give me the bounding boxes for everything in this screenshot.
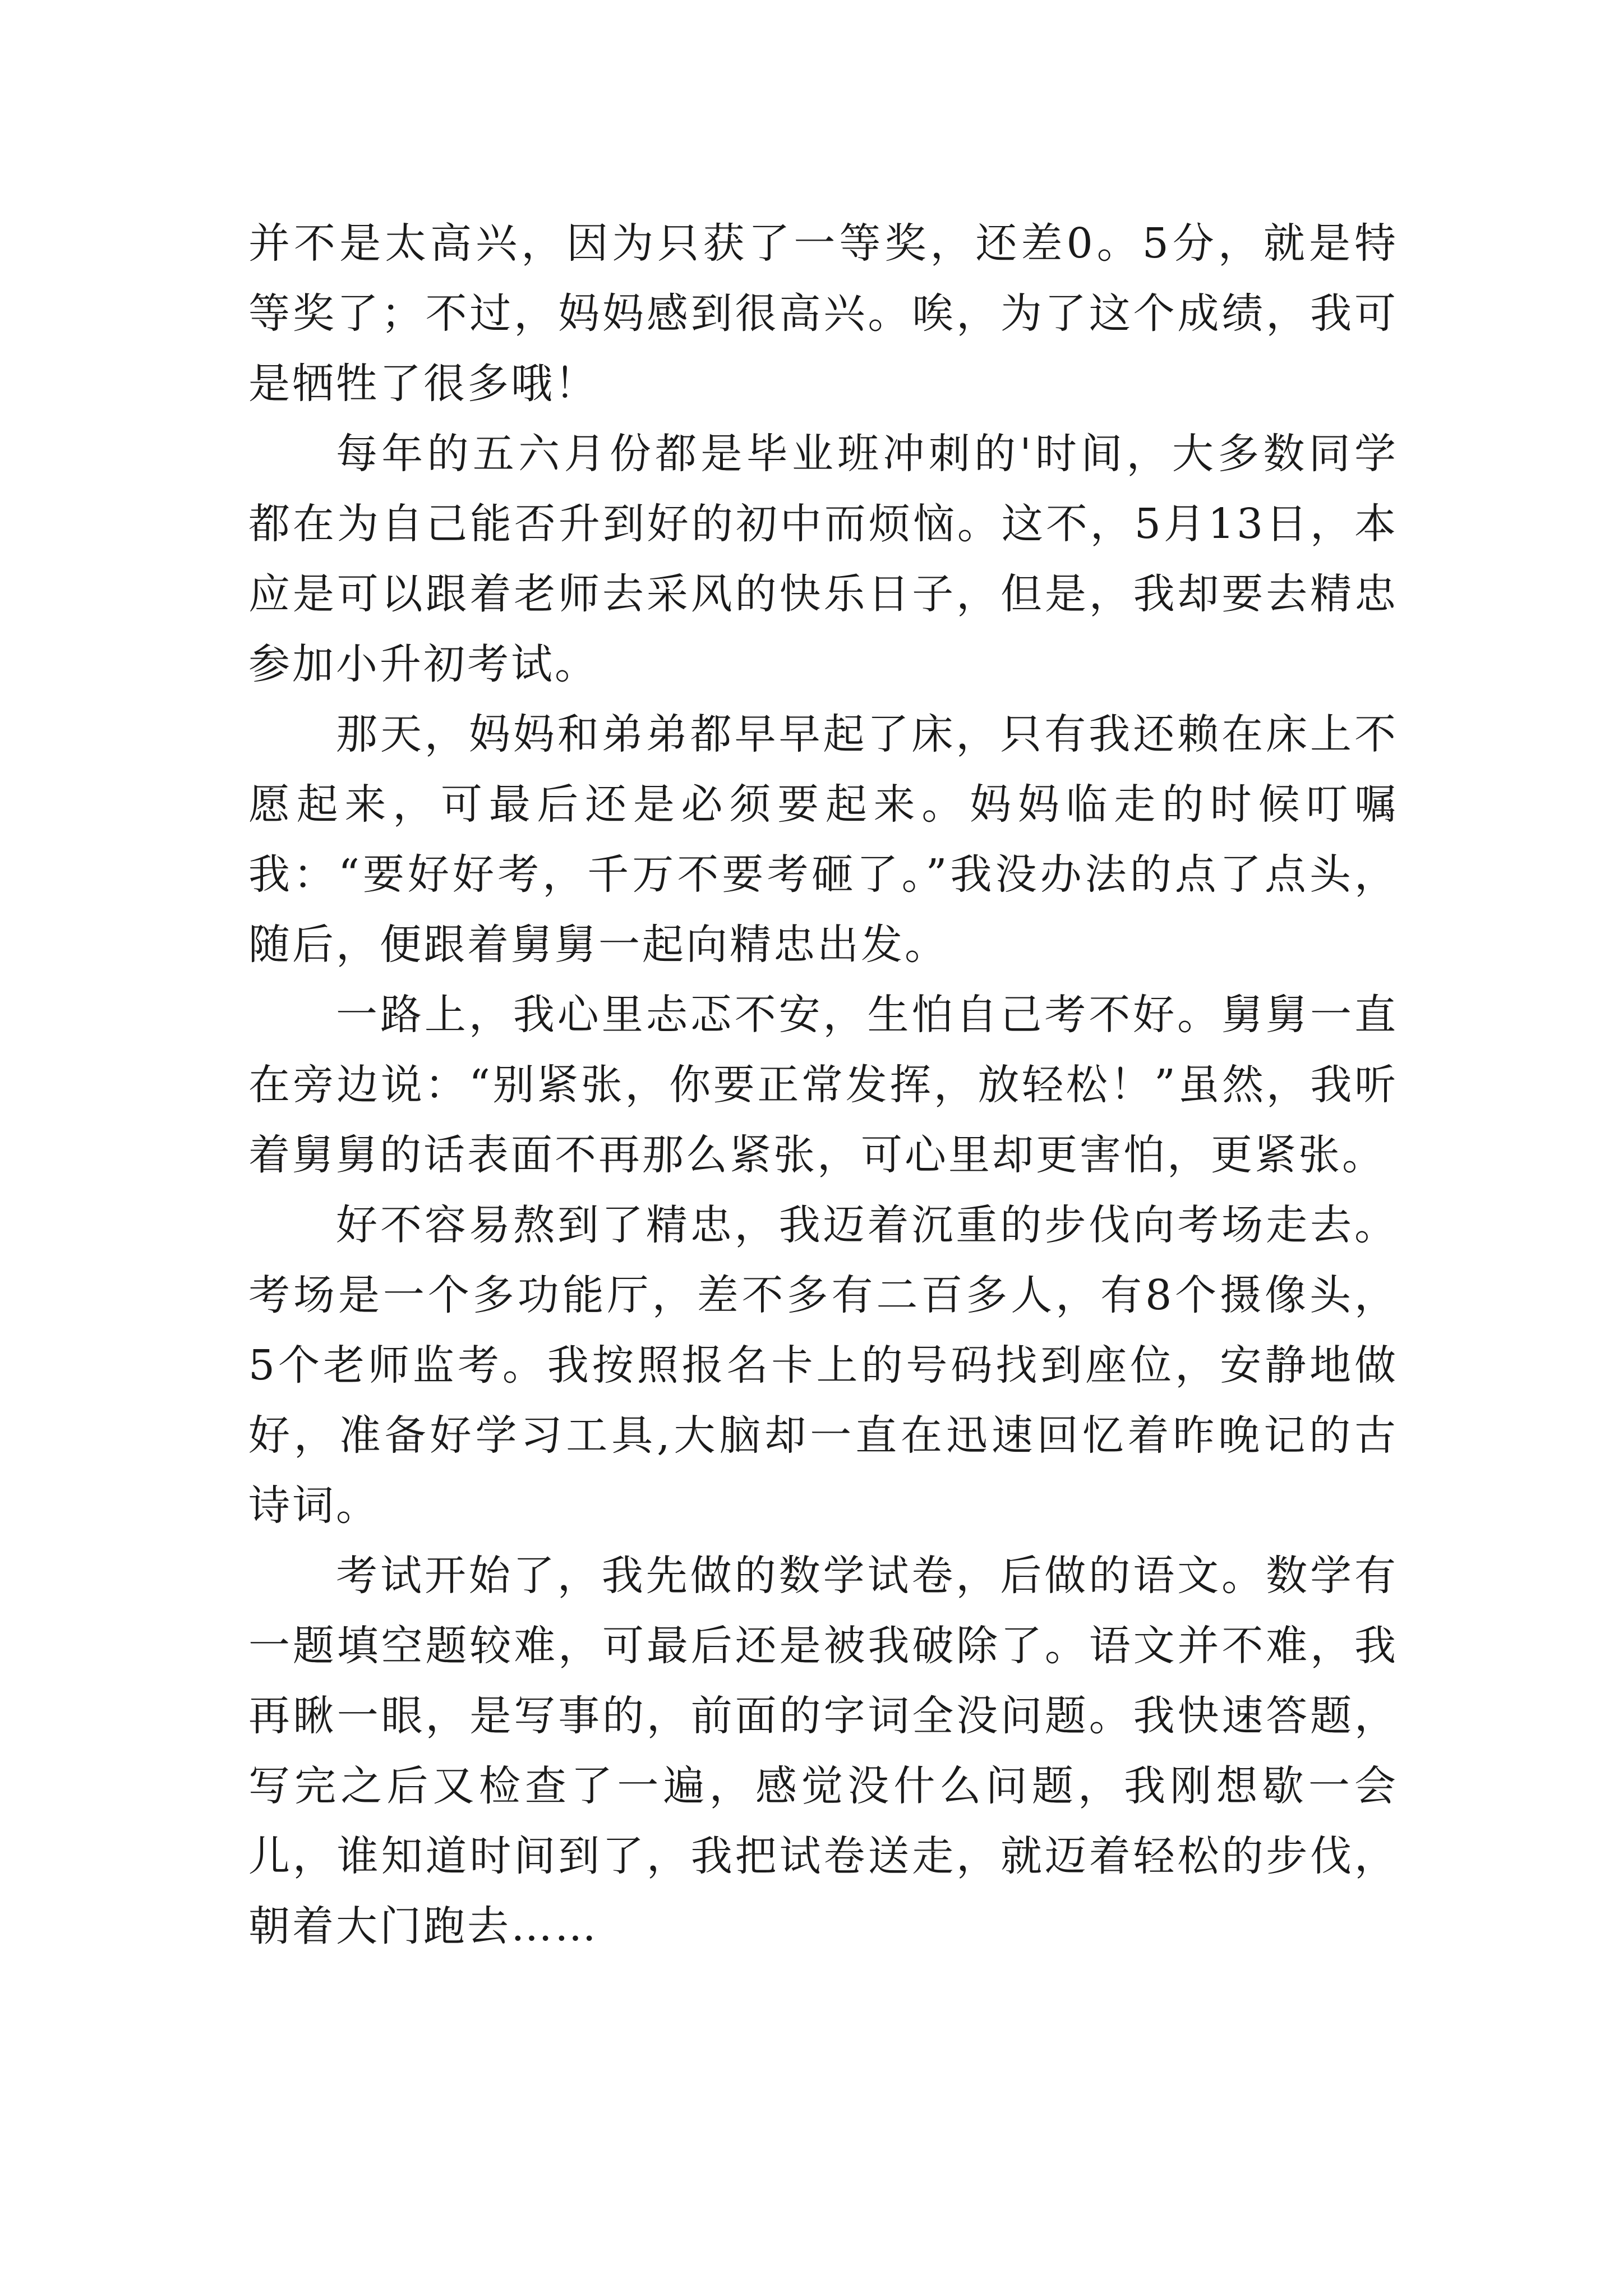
paragraph-3: 那天，妈妈和弟弟都早早起了床，只有我还赖在床上不愿起来，可最后还是必须要起来。妈妈临走的时候叮嘱我：“要好好考，千万不要考砸了。”我没办法的点了点头，随后，便跟着舅舅一起向精忠出发。	[248, 710, 1398, 969]
paragraph-2: 每年的五六月份都是毕业班冲刺的'时间，大多数同学都在为自己能否升到好的初中而烦恼。这不，5月13日，本应是可以跟着老师去采风的快乐日子，但是，我却要去精忠参加小升初考试。	[248, 430, 1398, 688]
paragraph-5: 好不容易熬到了精忠，我迈着沉重的步伐向考场走去。考场是一个多功能厅，差不多有二百多人，有8个摄像头，5个老师监考。我按照报名卡上的号码找到座位，安静地做好，准备好学习工具,大脑却一直在迅速回忆着昨晚记的古诗词。	[248, 1201, 1398, 1530]
paragraph-6: 考试开始了，我先做的数学试卷，后做的语文。数学有一题填空题较难，可最后还是被我破除了。语文并不难，我再瞅一眼，是写事的，前面的字词全没问题。我快速答题，写完之后又检查了一遍，感觉没什么问题，我刚想歇一会儿，谁知道时间到了，我把试卷送走，就迈着轻松的步伐，朝着大门跑去……	[248, 1552, 1398, 1950]
body-text	[248, 209, 1398, 1962]
paragraph-1: 并不是太高兴，因为只获了一等奖，还差0。5分，就是特等奖了；不过，妈妈感到很高兴。唉，为了这个成绩，我可是牺牲了很多哦！	[248, 219, 1398, 408]
paragraph-4: 一路上，我心里忐忑不安，生怕自己考不好。舅舅一直在旁边说：“别紧张，你要正常发挥，放轻松！”虽然，我听着舅舅的话表面不再那么紧张，可心里却更害怕，更紧张。	[248, 991, 1398, 1179]
